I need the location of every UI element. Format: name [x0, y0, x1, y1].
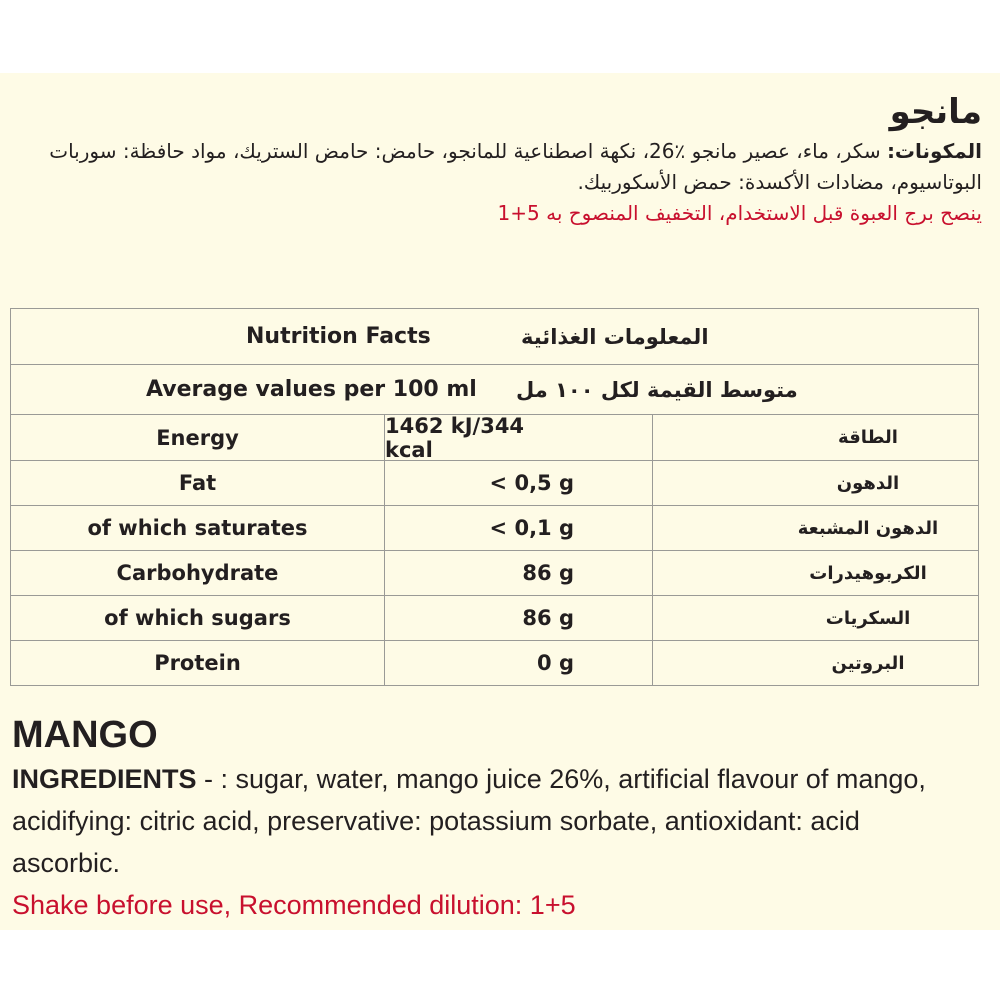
nutrition-rows: [11, 415, 978, 685]
nutrient-name-ar: [652, 596, 978, 640]
english-instruction: Shake before use, Recommended dilution: 1+5: [12, 890, 576, 920]
arabic-product-title: مانجو: [889, 92, 982, 132]
nutrient-name-ar-text: البروتين: [831, 652, 905, 674]
nutrient-value: 1462 kJ/344 kcal: [384, 415, 652, 460]
nutrient-name-ar-text: الدهون: [836, 472, 900, 494]
nutrient-name-ar: [652, 551, 978, 595]
nutrient-name: Protein: [154, 651, 241, 675]
arabic-ingredients-text: سكر، ماء، عصير مانجو ٪26، نكهة اصطناعية للمانجو، حامض: حامض الستريك، مواد حافظة: سوربات البوتاسيوم، مضادات الأكسدة: حمض الأسكوربيك.: [49, 139, 982, 194]
nutrient-value: < 0,1 g: [384, 506, 652, 550]
nutrition-title-row: [11, 309, 978, 365]
nutrient-name-ar: [652, 461, 978, 505]
arabic-instruction: ينصح برج العبوة قبل الاستخدام، التخفيف المنصوح به 5+1: [497, 201, 982, 225]
english-ingredients: [12, 758, 972, 884]
nutrition-facts-table: [10, 308, 979, 686]
nutrition-row-sugars: [11, 595, 978, 640]
nutrient-name-ar-text: السكريات: [825, 607, 911, 629]
nutrition-title-ar: المعلومات الغذائية: [521, 324, 709, 349]
nutrient-value: 86 g: [384, 551, 652, 595]
nutrient-name: of which saturates: [87, 516, 308, 540]
nutrient-name: Fat: [178, 471, 217, 495]
nutrient-name: Energy: [156, 425, 239, 450]
nutrition-per-row: [11, 365, 978, 415]
arabic-ingredients: [12, 136, 982, 198]
nutrition-per-en: Average values per 100 ml: [146, 377, 477, 402]
nutrient-value: 0 g: [384, 641, 652, 685]
nutrient-name: of which sugars: [104, 606, 291, 630]
nutrition-row-fat: [11, 460, 978, 505]
nutrient-name: Carbohydrate: [116, 561, 279, 585]
nutrient-name-ar: [652, 641, 978, 685]
nutrition-row-carbohydrate: [11, 550, 978, 595]
nutrition-row-protein: [11, 640, 978, 685]
english-product-title: MANGO: [12, 714, 158, 756]
arabic-ingredients-label: المكونات:: [886, 139, 982, 163]
nutrient-name-ar: [652, 415, 978, 460]
nutrient-value: 86 g: [384, 596, 652, 640]
nutrient-name-ar-text: الدهون المشبعة: [797, 517, 939, 539]
nutrient-value: < 0,5 g: [384, 461, 652, 505]
english-section: [12, 712, 972, 926]
english-ingredients-text: - : sugar, water, mango juice 26%, artificial flavour of mango, acidifying: citric acid, preservative: potassium sorbate, antioxidant: acid ascorbic.: [12, 764, 926, 878]
nutrition-title-en: Nutrition Facts: [246, 324, 431, 349]
english-ingredients-label: INGREDIENTS: [12, 764, 197, 794]
nutrition-row-energy: [11, 415, 978, 460]
nutrient-name-ar-text: الكربوهيدرات: [809, 562, 927, 584]
nutrient-name-ar: [652, 506, 978, 550]
arabic-section: [12, 88, 982, 229]
nutrition-per-ar: متوسط القيمة لكل ١٠٠ مل: [516, 377, 798, 402]
nutrition-row-saturates: [11, 505, 978, 550]
nutrient-name-ar-text: الطاقة: [838, 427, 898, 448]
